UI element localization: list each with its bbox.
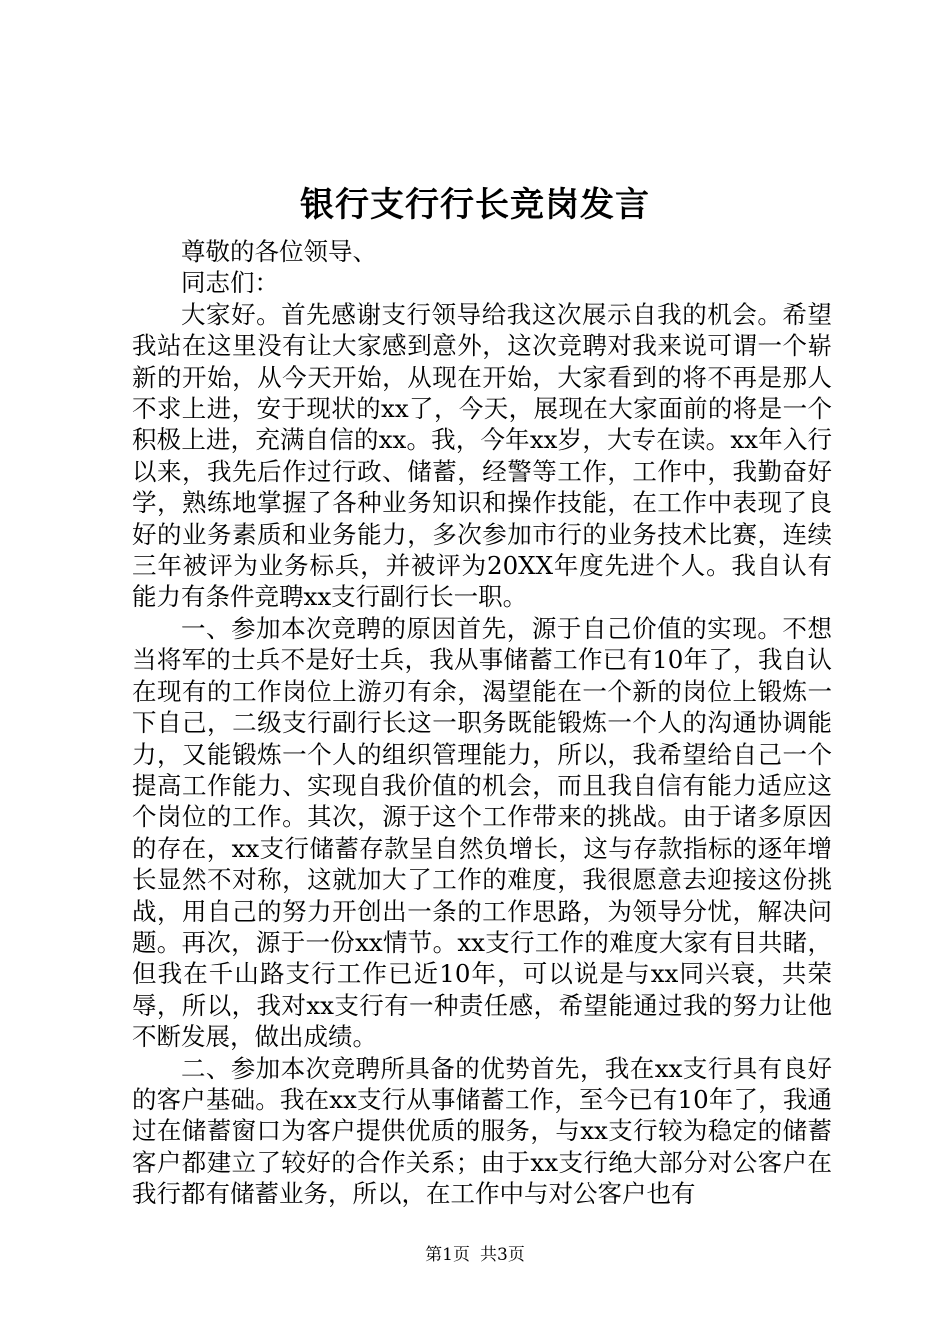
page-number: 第1页 — [425, 1245, 470, 1265]
page-total: 共3页 — [480, 1245, 525, 1265]
paragraph-advantages: 二、参加本次竞聘所具备的优势首先，我在xx支行具有良好的客户基础。我在xx支行从事储蓄工作，至今已有10年了，我通过在储蓄窗口为客户提供优质的服务，与xx支行较为稳定的储蓄客户都建立了较好的合作关系；由于xx支行绝大部分对公客户在我行都有储蓄业务，所以，在工作中与对公客户也有 — [132, 1053, 832, 1209]
salutation-line-2: 同志们： — [181, 268, 279, 298]
document-body — [132, 236, 832, 1210]
paragraph-introduction: 大家好。首先感谢支行领导给我这次展示自我的机会。希望我站在这里没有让大家感到意外，这次竞聘对我来说可谓一个崭新的开始，从今天开始，从现在开始，大家看到的将不再是那人不求上进，安于现状的xx了，今天，展现在大家面前的将是一个积极上进，充满自信的xx。我，今年xx岁，大专在读。xx年入行以来，我先后作过行政、储蓄，经警等工作，工作中，我勤奋好学，熟练地掌握了各种业务知识和操作技能，在工作中表现了良好的业务素质和业务能力，多次参加市行的业务技术比赛，连续三年被评为业务标兵，并被评为20XX年度先进个人。我自认有能力有条件竞聘xx支行副行长一职。 — [132, 299, 832, 612]
paragraph-reasons: 一、参加本次竞聘的原因首先，源于自己价值的实现。不想当将军的士兵不是好士兵，我从事储蓄工作已有10年了，我自认在现有的工作岗位上游刃有余，渴望能在一个新的岗位上锻炼一下自己，二级支行副行长这一职务既能锻炼一个人的沟通协调能力，又能锻炼一个人的组织管理能力，所以，我希望给自己一个提高工作能力、实现自我价值的机会，而且我自信有能力适应这个岗位的工作。其次，源于这个工作带来的挑战。由于诸多原因的存在，xx支行储蓄存款呈自然负增长，这与存款指标的逐年增长显然不对称，这就加大了工作的难度，我很愿意去迎接这份挑战，用自己的努力开创出一条的工作思路，为领导分忧，解决问题。再次，源于一份xx情节。xx支行工作的难度大家有目共睹，但我在千山路支行工作已近10年，可以说是与xx同兴衰，共荣辱，所以，我对xx支行有一种责任感，希望能通过我的努力让他不断发展，做出成绩。 — [132, 613, 832, 1052]
document-title: 银行支行行长竞岗发言 — [300, 185, 650, 225]
salutation-line-1: 尊敬的各位领导、 — [181, 237, 377, 266]
page-footer — [0, 1243, 950, 1267]
